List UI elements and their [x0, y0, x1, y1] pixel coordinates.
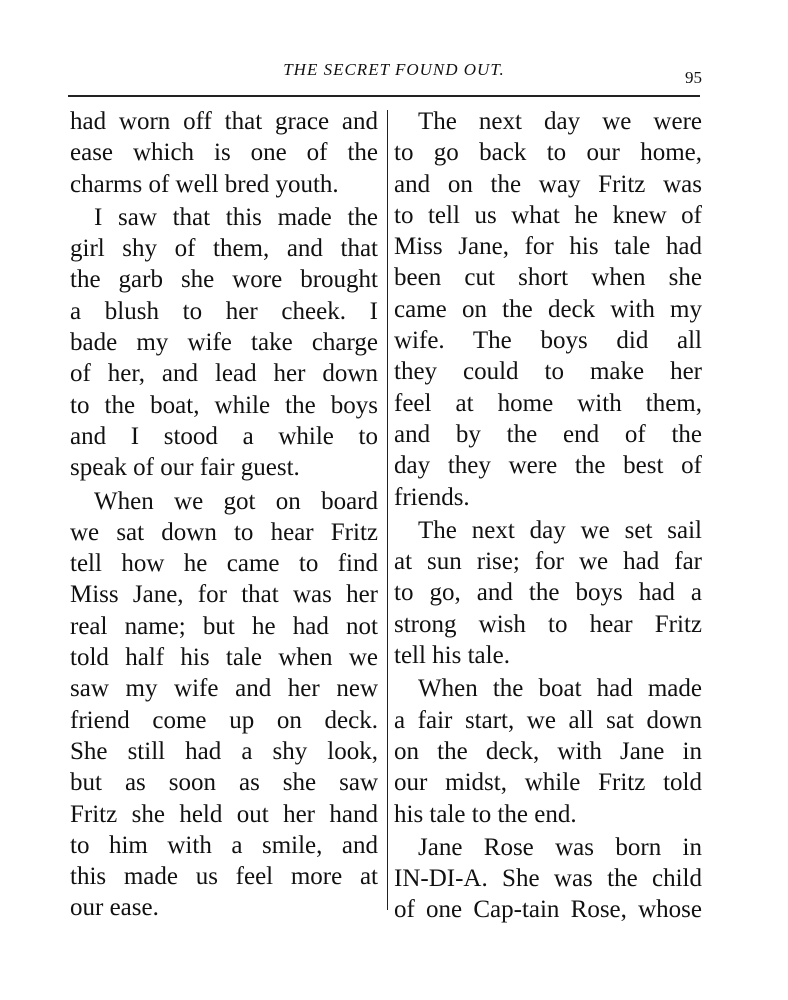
text-line: strong wish to hear Fritz — [394, 610, 702, 638]
text-line: When we got on board — [94, 487, 378, 515]
right-column — [394, 106, 702, 926]
text-line: She still had a shy look, — [70, 737, 378, 765]
text-line: speak of our fair guest. — [70, 454, 300, 482]
text-line: on the deck, with Jane in — [394, 737, 702, 765]
text-line: tell his tale. — [394, 642, 510, 670]
text-line: Miss Jane, for that was her — [70, 581, 378, 609]
text-line: friends. — [394, 483, 470, 511]
text-line: this made us feel more at — [70, 863, 378, 891]
text-line: a blush to her cheek. I — [70, 297, 378, 325]
text-line: to go back to our home, — [394, 139, 702, 167]
text-line: and by the end of the — [394, 420, 702, 448]
text-line: wife. The boys did all — [394, 327, 702, 355]
text-line: of her, and lead her down — [70, 360, 378, 388]
text-line: came on the deck with my — [394, 295, 702, 323]
text-line: day they were the best of — [394, 452, 702, 480]
text-line: been cut short when she — [394, 264, 702, 292]
text-line: told half his tale when we — [70, 644, 378, 672]
text-line: ease which is one of the — [70, 139, 378, 167]
text-line: our midst, while Fritz told — [394, 769, 702, 797]
text-line: Jane Rose was born in — [418, 833, 702, 861]
text-line: tell how he came to find — [70, 550, 378, 578]
text-line: his tale to the end. — [394, 800, 577, 828]
text-line: charms of well bred youth. — [70, 170, 339, 198]
text-line: our ease. — [70, 894, 159, 922]
text-line: and on the way Fritz was — [394, 170, 702, 198]
left-column — [70, 106, 378, 924]
text-line: girl shy of them, and that — [70, 235, 378, 263]
text-line: had worn off that grace and — [70, 108, 378, 135]
column-divider — [387, 110, 388, 910]
text-line: The next day we set sail — [418, 516, 702, 544]
text-line: real name; but he had not — [70, 612, 378, 640]
text-line: friend come up on deck. — [70, 706, 378, 734]
header-rule — [68, 95, 700, 97]
text-line: the garb she wore brought — [70, 266, 378, 294]
text-line: at sun rise; for we had far — [394, 548, 702, 576]
text-line: to tell us what he knew of — [394, 201, 702, 229]
text-line: to go, and the boys had a — [394, 579, 702, 607]
text-line: bade my wife take charge — [70, 329, 378, 357]
page-number: 95 — [685, 68, 702, 87]
text-line: I saw that this made the — [94, 203, 378, 231]
text-line: IN-DI-A. She was the child — [394, 865, 702, 893]
text-line: to him with a smile, and — [70, 831, 378, 859]
text-line: of one Cap-tain Rose, whose — [394, 896, 702, 924]
text-line: but as soon as she saw — [70, 769, 378, 797]
text-line: and I stood a while to — [70, 422, 378, 450]
text-line: saw my wife and her new — [70, 675, 378, 703]
text-line: The next day we were — [418, 108, 702, 135]
text-line: to the boat, while the boys — [70, 391, 378, 419]
text-line: feel at home with them, — [394, 389, 702, 417]
text-line: When the boat had made — [418, 675, 702, 703]
text-line: we sat down to hear Fritz — [70, 518, 378, 546]
text-line: Miss Jane, for his tale had — [394, 233, 702, 261]
text-line: a fair start, we all sat down — [394, 706, 702, 734]
text-line: Fritz she held out her hand — [70, 800, 378, 828]
chapter-title: THE SECRET FOUND OUT. — [283, 60, 505, 79]
text-line: they could to make her — [394, 358, 702, 386]
